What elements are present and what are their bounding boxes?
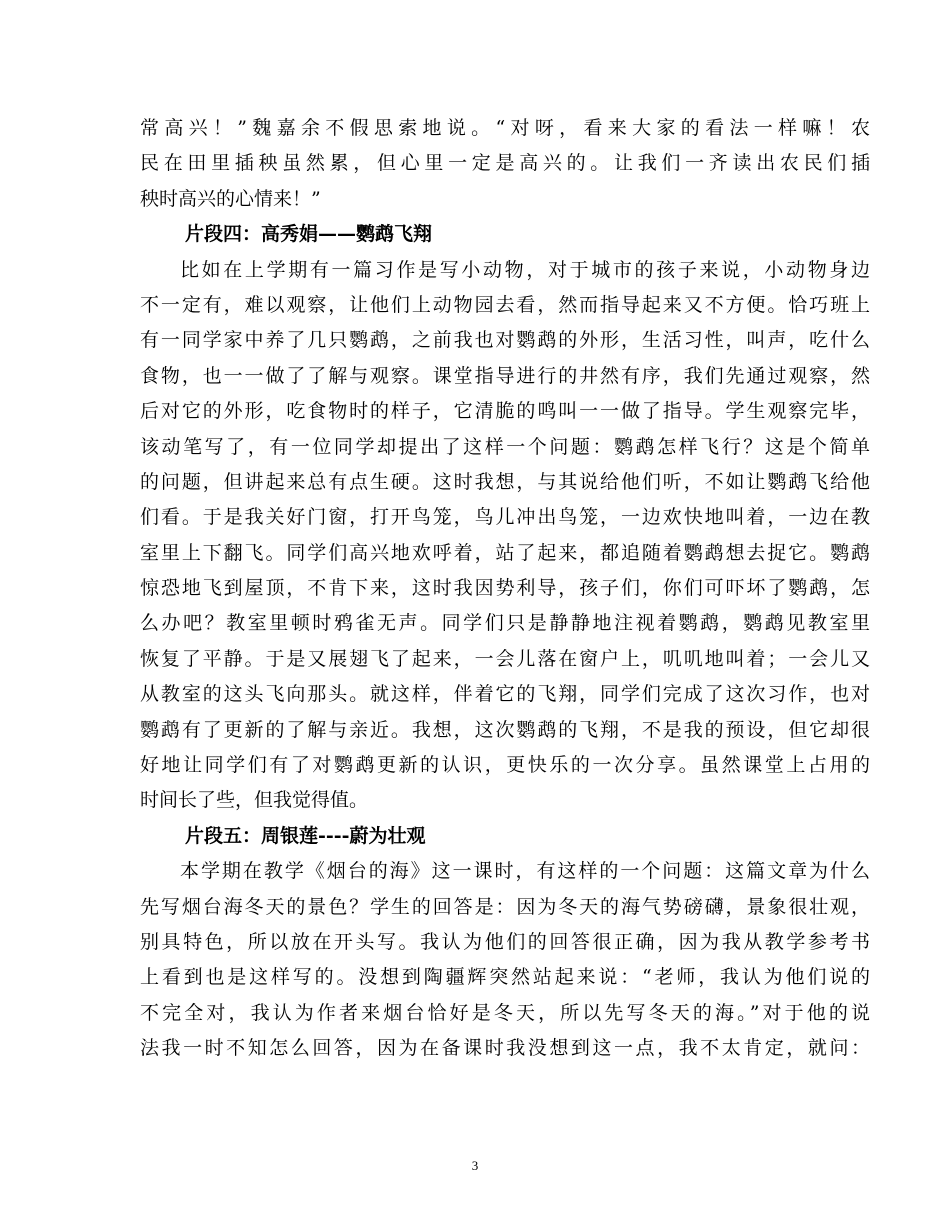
paragraph-line: 食物，也一一做了了解与观察。课堂指导进行的井然有序，我们先通过观察，然 [140,364,870,387]
page-number: 3 [471,1158,479,1173]
paragraph-first-line: 比如在上学期有一篇习作是写小动物，对于城市的孩子来说，小动物身边 [180,258,870,281]
paragraph-line: 上看到也是这样写的。没想到陶疆辉突然站起来说：“老师，我认为他们说的 [140,966,870,989]
paragraph-line: 的问题，但讲起来总有点生硬。这时我想，与其说给他们听，不如让鹦鹉飞给他 [140,470,870,493]
section-heading: 片段五：周银莲----蔚为壮观 [185,824,426,847]
paragraph-line: 么办吧？教室里顿时鸦雀无声。同学们只是静静地注视着鹦鹉，鹦鹉见教室里 [140,612,870,635]
paragraph-line: 好地让同学们有了对鹦鹉更新的认识，更快乐的一次分享。虽然课堂上占用的 [140,754,870,777]
paragraph-line: 法我一时不知怎么回答，因为在备课时我没想到这一点，我不太肯定，就问： [140,1037,870,1060]
paragraph-line: 们看。于是我关好门窗，打开鸟笼，鸟儿冲出鸟笼，一边欢快地叫着，一边在教 [140,506,870,529]
paragraph-line: 后对它的外形，吃食物时的样子，它清脆的鸣叫一一做了指导。学生观察完毕， [140,400,870,423]
paragraph-last-line: 秧时高兴的心情来！” [140,187,321,210]
paragraph-line: 别具特色，所以放在开头写。我认为他们的回答很正确，因为我从教学参考书 [140,930,870,953]
paragraph-line: 鹦鹉有了更新的了解与亲近。我想，这次鹦鹉的飞翔，不是我的预设，但它却很 [140,718,870,741]
paragraph-line: 先写烟台海冬天的景色？学生的回答是：因为冬天的海气势磅礴，景象很壮观， [140,895,870,918]
paragraph-line: 惊恐地飞到屋顶，不肯下来，这时我因势利导，孩子们，你们可吓坏了鹦鹉，怎 [140,577,870,600]
paragraph-line: 常高兴！”魏嘉余不假思索地说。“对呀，看来大家的看法一样嘛！农 [140,117,870,139]
document-body [140,111,870,1067]
paragraph-line: 不完全对，我认为作者来烟台恰好是冬天，所以先写冬天的海。”对于他的说 [140,1001,870,1024]
paragraph-line: 民在田里插秧虽然累，但心里一定是高兴的。让我们一齐读出农民们插 [140,152,870,175]
paragraph-line: 室里上下翻飞。同学们高兴地欢呼着，站了起来，都追随着鹦鹉想去捉它。鹦鹉 [140,541,870,564]
paragraph-last-line: 时间长了些，但我觉得值。 [140,789,369,812]
paragraph-line: 恢复了平静。于是又展翅飞了起来，一会儿落在窗户上，叽叽地叫着；一会儿又 [140,647,870,670]
paragraph-line: 有一同学家中养了几只鹦鹉，之前我也对鹦鹉的外形，生活习性，叫声，吃什么 [140,329,870,352]
paragraph-line: 从教室的这头飞向那头。就这样，伴着它的飞翔，同学们完成了这次习作，也对 [140,683,870,706]
paragraph-line: 该动笔写了，有一位同学却提出了这样一个问题：鹦鹉怎样飞行？这是个简单 [140,435,870,458]
paragraph-line: 不一定有，难以观察，让他们上动物园去看，然而指导起来又不方便。恰巧班上 [140,293,870,316]
paragraph-first-line: 本学期在教学《烟台的海》这一课时，有这样的一个问题：这篇文章为什么 [180,860,870,883]
section-heading: 片段四：高秀娟——鹦鹉飞翔 [185,223,433,246]
